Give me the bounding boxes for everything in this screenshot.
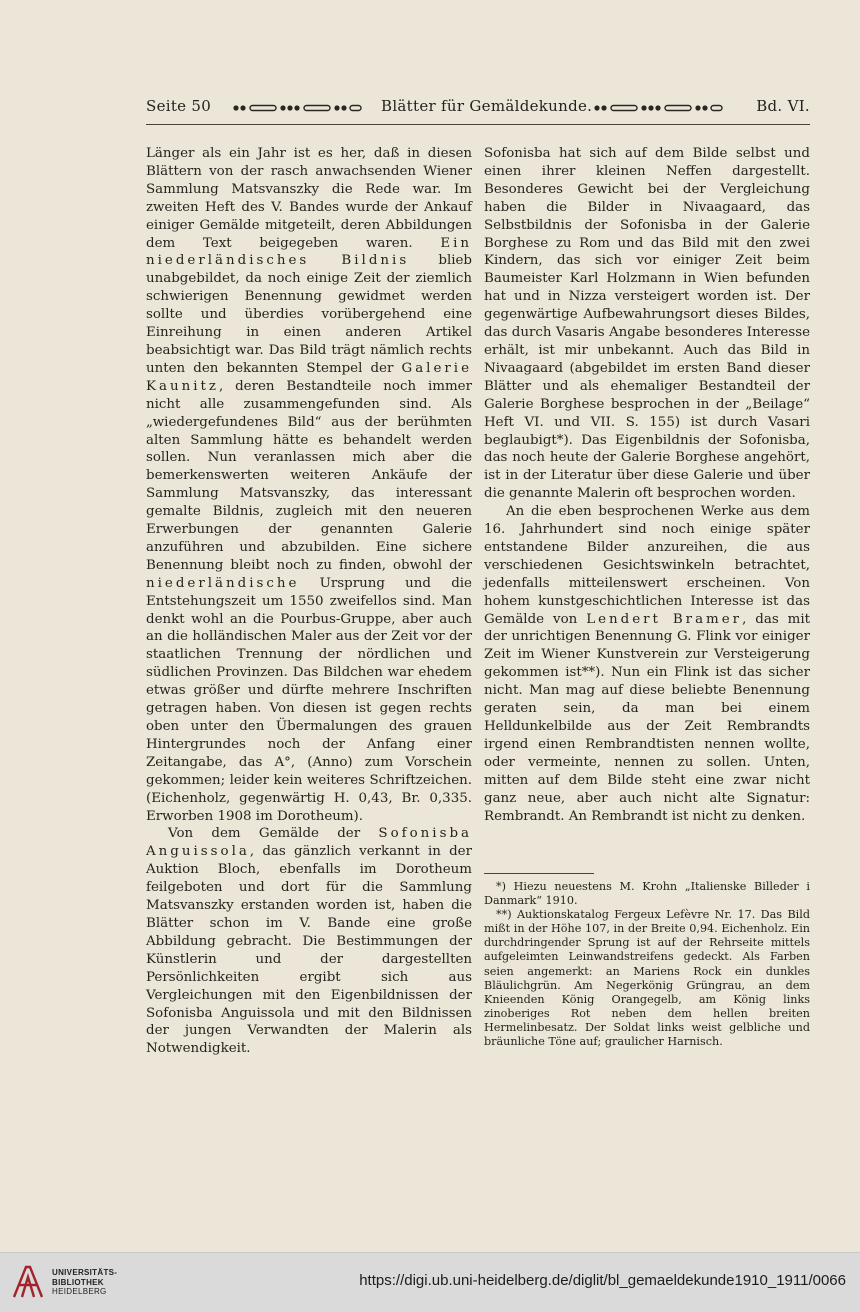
text-run: An die eben besprochenen Werke aus dem 16. Jahrhundert sind noch einige später entstandene Bilder anzureihen, die aus verschiedenen Gesichtswinkeln betrachtet, jedenfalls mitteilenswert erscheinen. Von hohem kunstgeschichtlichen Interesse ist das Gemälde von — [484, 504, 810, 627]
text-run: , deren Bestandteile noch immer nicht alle zusammengefunden sind. Als „wiedergefundenes Bild“ aus der berühmten alten Sammlung hätte es behandelt werden sollen. Nun veranlassen mich aber die bemerkenswerten weiteren Ankäufe der Sammlung Matsvanszky, das interessant gemalte Bildnis, zugleich mit den neueren Erwerbungen der genannten Galerie anzuführen und abzubilden. Eine sichere Benennung bleibt noch zu finden, obwohl der — [146, 378, 472, 573]
spaced-name: Galerie Kaunitz — [146, 360, 472, 394]
text-run: Sofonisba hat sich auf dem Bilde selbst und einen ihrer kleinen Neffen dargestellt. Besonderes Gewicht bei der Vergleichung haben die Bilder in Nivaagaard, das Selbstbildnis der Sofonisba in der Galerie Borghese zu Rom und das Bild mit den zwei Kindern, das sich vor einiger Zeit beim Baumeister Karl Holzmann in Wien befunden hat und in Nizza versteigert worden ist. Der gegenwärtige Aufbewahrungsort dieses Bildes, das durch Vasaris Angabe besonderes Interesse erhält, ist mir unbekannt. Auch das Bild in Nivaagaard (abgebildet im ersten Band dieser Blätter und als ehemaliger Bestandteil der Galerie Borghese besprochen in der „Beilage“ Heft VI. und VII. S. 155) ist durch Vasari beglaubigt*). Das Eigenbildnis der Sofonisba, das noch heute der Galerie Borghese angehört, ist in der Literatur über diese Galerie und über die genannte Malerin oft besprochen worden. — [484, 146, 810, 502]
journal-title: Blätter für Gemäldekunde. — [381, 97, 593, 115]
paragraph — [484, 145, 810, 503]
text-run: , das gänzlich verkannt in der Auktion Bloch, ebenfalls im Dorotheum feilgeboten und dort für die Sammlung Matsvanszky erstanden worden ist, haben die Blätter schon im V. Bande eine große Abbildung gebracht. Die Bestimmungen der Künstlerin und der dargestellten Persönlichkeiten ergibt sich aus Vergleichungen mit den Eigenbildnissen der Sofonisba Anguissola und mit den Bildnissen der jungen Verwandten der Malerin als Notwendigkeit. — [146, 844, 472, 1057]
footnotes — [484, 880, 810, 1049]
spaced-name: niederländische — [146, 575, 300, 591]
paragraph — [484, 503, 810, 825]
footnote: **) Auktionskatalog Fergeux Lefèvre Nr. 17. Das Bild mißt in der Höhe 107, in der Breite 0,94. Eichenholz. Ein durchdringender Sprung ist auf der Rehrseite mittels aufgeleimten Leinwandstreifens gedeckt. Als Farben seien angemerkt: an Mariens Rock ein dunkles Bläulichgrün. Am Negerkönig Grüngrau, an dem Knieenden König Orangegelb, am König links zinoberiges Rot neben dem hellen breiten Hermelinbesatz. Der Soldat links weist gelbliche und bräunliche Töne auf; graulicher Harnisch. — [484, 908, 810, 1049]
library-name: UNIVERSITÄTS- BIBLIOTHEK HEIDELBERG — [52, 1268, 118, 1296]
spaced-name: Ein niederländisches Bildnis — [146, 235, 472, 269]
volume-label: Bd. VI. — [756, 97, 810, 115]
spaced-name: Sofonisba Anguissola — [146, 826, 472, 860]
text-run: Ursprung und die Entstehungszeit um 1550 zweifellos sind. Man denkt wohl an die Pourbus-Gruppe, aber auch an die holländischen Maler aus der Zeit vor der staatlichen Trennung der nördlichen und südlichen Provinzen. Das Bildchen war ehedem etwas größer und dürfte mehrere Inschriften getragen haben. Von diesen ist gegen rechts oben unter den Übermalungen des grauen Hintergrundes noch der Anfang einer Zeitangabe, das A°, (Anno) zum Vorschein gekommen; leider kein weiteres Schriftzeichen. (Eichenholz, gegenwärtig H. 0,43, Br. 0,335. Erworben 1908 im Dorotheum). — [146, 575, 472, 824]
footnote: *) Hiezu neuestens M. Krohn „Italienske Billeder i Danmark“ 1910. — [484, 880, 810, 908]
left-column — [146, 145, 472, 1058]
running-header — [146, 95, 810, 121]
permalink-url[interactable]: https://digi.ub.uni-heidelberg.de/diglit/bl_gemaeldekunde1910_1911/0066 — [359, 1272, 846, 1289]
header-ornament-right — [593, 104, 723, 112]
header-ornament-left — [232, 104, 362, 112]
viewer-footer-bar — [0, 1252, 860, 1312]
text-run: blieb unabgebildet, da noch einige Zeit der ziemlich schwierigen Benennung gewidmet werden sollte und überdies vorübergehend eine Einreihung in einen anderen Artikel beabsichtigt war. Das Bild trägt nämlich rechts unten den bekannten Stempel der — [146, 253, 473, 376]
footnote-rule — [484, 873, 594, 874]
university-library-logo-icon[interactable] — [10, 1263, 46, 1301]
text-run: Von dem Gemälde der — [168, 826, 379, 842]
text-run: , das mit der unrichtigen Benennung G. Flink vor einiger Zeit im Wiener Kunstverein zur Versteigerung gekommen ist**). Nun ein Flink ist das sicher nicht. Man mag auf diese beliebte Benennung geraten sein, da man bei einem Helldunkelbilde aus der Zeit Rembrandts irgend einen Rembrandtisten nennen wollte, oder vermeinte, nennen zu sollen. Unten, mitten auf dem Bilde steht eine zwar nicht ganz neue, aber auch nicht alte Signatur: Rembrandt. An Rembrandt ist nicht zu denken. — [484, 611, 810, 824]
paragraph — [146, 825, 472, 1058]
text-run: Länger als ein Jahr ist es her, daß in diesen Blättern von der rasch anwachsenden Wiener Sammlung Matsvanszky die Rede war. Im zweiten Heft des V. Bandes wurde der Ankauf einiger Gemälde mitgeteilt, deren Abbildungen dem Text beigegeben waren. — [146, 146, 472, 251]
spaced-name: Lendert Bramer — [586, 611, 743, 627]
paragraph — [146, 145, 472, 825]
header-rule — [146, 124, 810, 125]
right-column — [484, 145, 810, 825]
page-number: Seite 50 — [146, 97, 212, 115]
